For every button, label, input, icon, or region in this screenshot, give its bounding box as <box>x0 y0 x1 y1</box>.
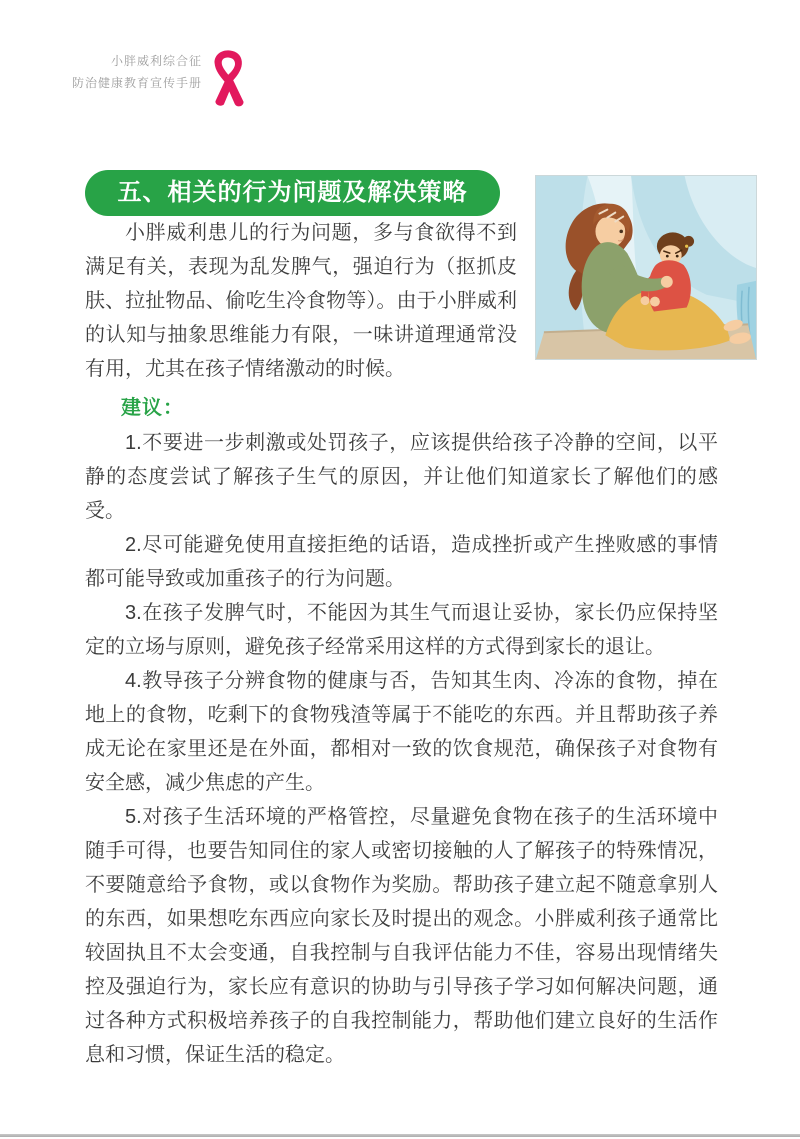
section-title: 五、相关的行为问题及解决策略 <box>117 179 468 206</box>
advice-label: 建议： <box>121 397 184 419</box>
awareness-ribbon-icon <box>205 47 248 114</box>
booklet-title-line1: 小胖威利综合征 <box>110 54 202 68</box>
section-title-banner <box>85 170 500 216</box>
mother-child-illustration <box>535 175 757 360</box>
suggestion-item-4: 4.教导孩子分辨食物的健康与否，告知其生肉、冷冻的食物，掉在地上的食物，吃剩下的食物残渣等属于不能吃的东西。并且帮助孩子养成无论在家里还是在外面，都相对一致的饮食规范，确保孩子对食物有安全感，减少焦虑的产生。 <box>85 670 718 794</box>
suggestion-item-5: 5.对孩子生活环境的严格管控，尽量避免食物在孩子的生活环境中随手可得，也要告知同住的家人或密切接触的人了解孩子的特殊情况，不要随意给予食物，或以食物作为奖励。帮助孩子建立起不随意拿别人的东西，如果想吃东西应向家长及时提出的观念。小胖威利孩子通常比较固执且不太会变通，自我控制与自我评估能力不佳，容易出现情绪失控及强迫行为，家长应有意识的协助与引导孩子学习如何解决问题，通过各种方式积极培养孩子的自我控制能力，帮助他们建立良好的生活作息和习惯，保证生活的稳定。 <box>85 806 718 1066</box>
suggestion-item-3: 3.在孩子发脾气时，不能因为其生气而退让妥协，家长仍应保持坚定的立场与原则，避免孩子经常采用这样的方式得到家长的退让。 <box>85 602 718 658</box>
booklet-title <box>0 50 202 94</box>
suggestion-item-1: 1.不要进一步刺激或处罚孩子，应该提供给孩子冷静的空间，以平静的态度尝试了解孩子生气的原因，并让他们知道家长了解他们的感受。 <box>85 432 718 522</box>
booklet-title-line2: 防治健康教育宣传手册 <box>71 76 202 90</box>
intro-paragraph: 小胖威利患儿的行为问题，多与食欲得不到满足有关，表现为乱发脾气，强迫行为（抠抓皮肤、拉扯物品、偷吃生冷食物等）。由于小胖威利的认知与抽象思维能力有限，一味讲道理通常没有用，尤其在孩子情绪激动的时候。 <box>85 222 517 380</box>
page-bottom-edge <box>0 1134 800 1137</box>
suggestion-item-2: 2.尽可能避免使用直接拒绝的话语，造成挫折或产生挫败感的事情都可能导致或加重孩子的行为问题。 <box>85 534 718 590</box>
booklet-header <box>0 50 247 113</box>
main-content <box>85 170 718 1072</box>
